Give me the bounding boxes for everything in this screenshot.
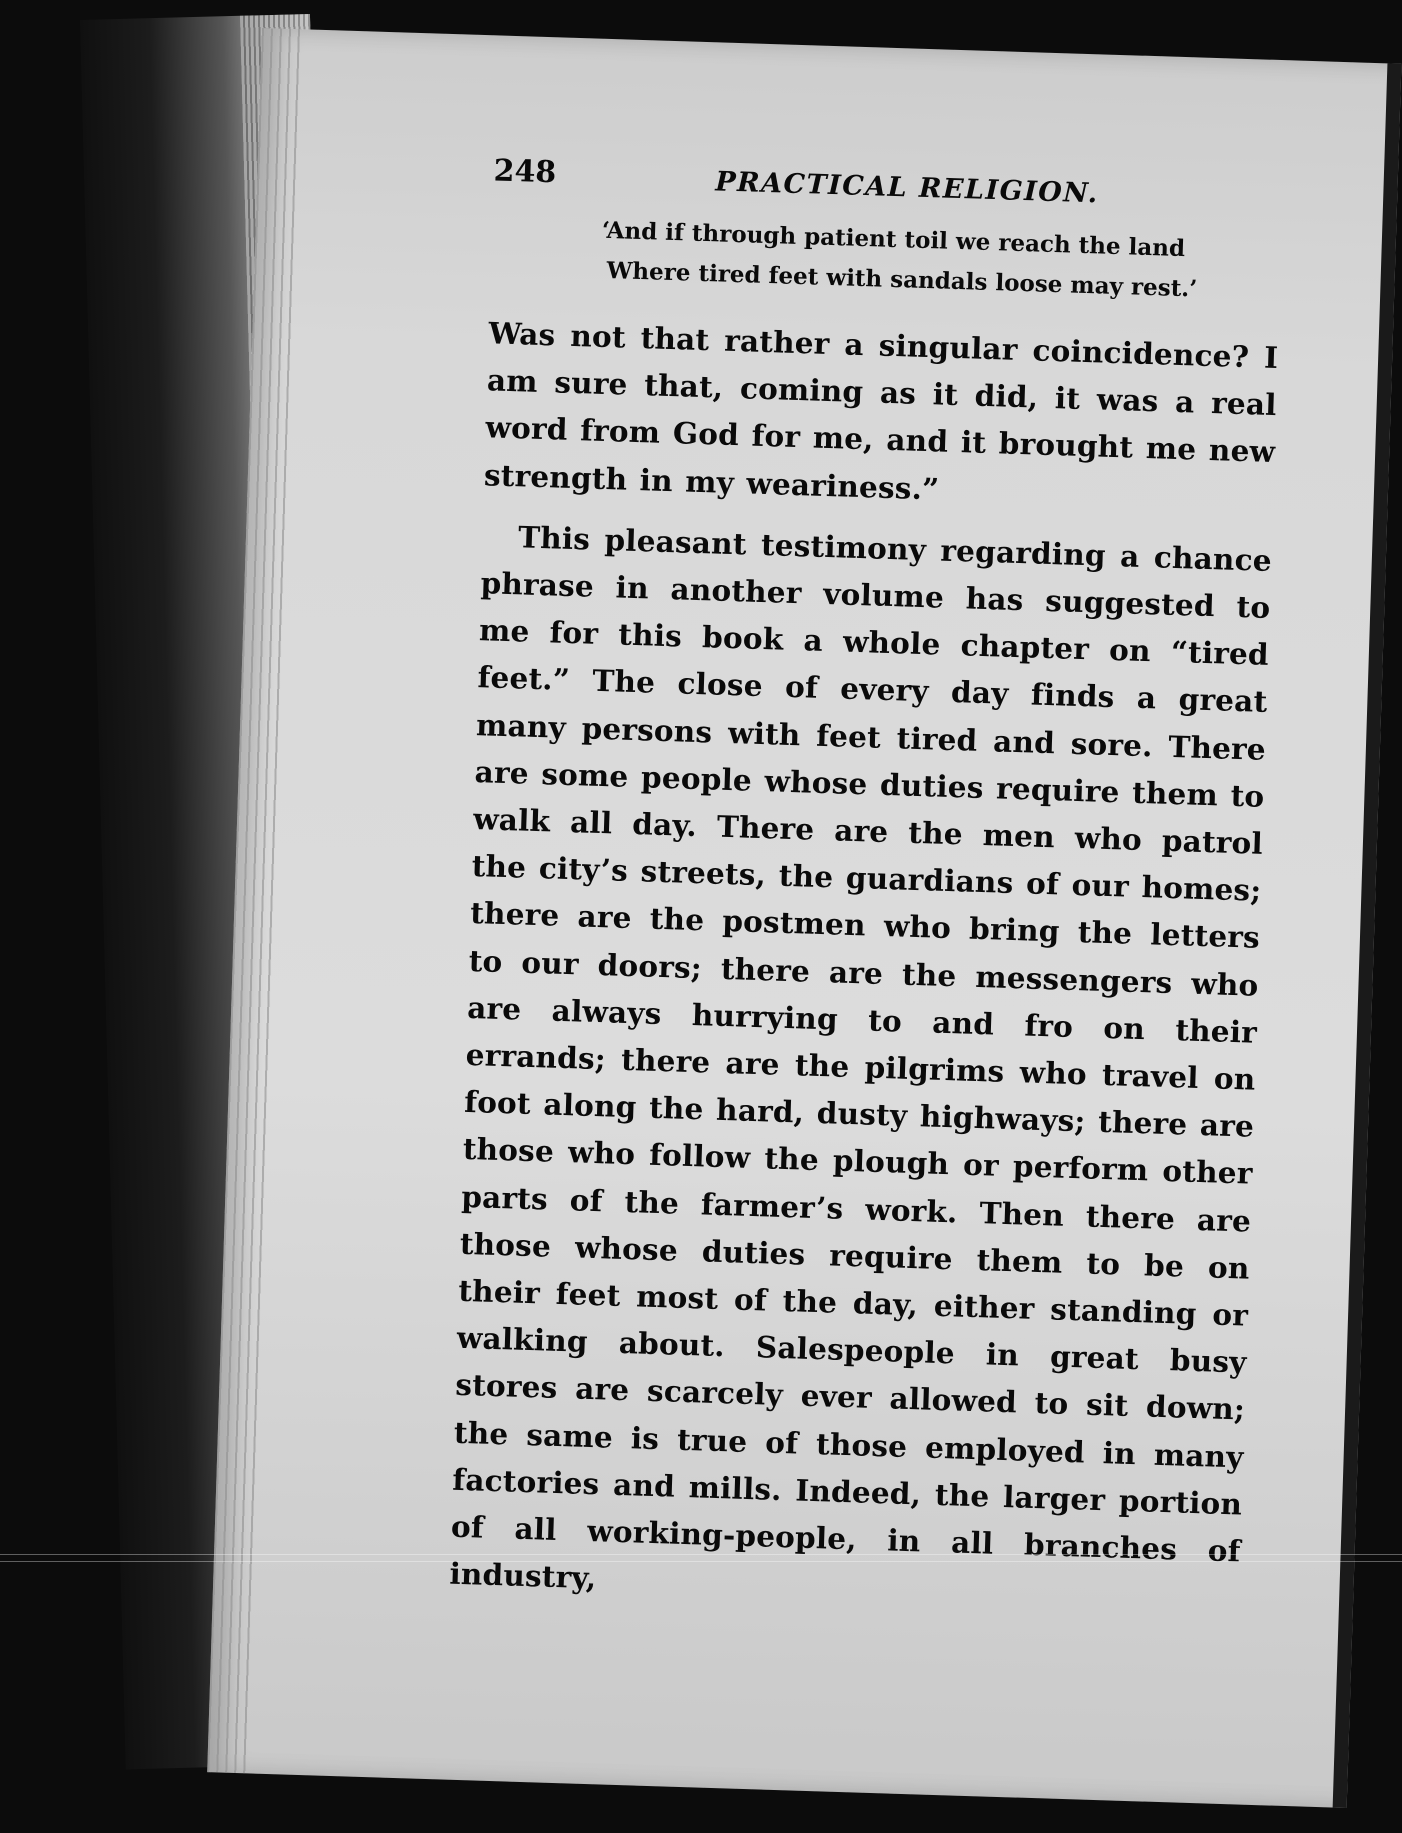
printed-page xyxy=(207,28,1401,1808)
page-content xyxy=(449,153,1284,1622)
scan-artifact-line xyxy=(0,1554,1402,1555)
verse-quotation xyxy=(600,211,1282,312)
verse-line: Where tired feet with sandals loose may rest.’ xyxy=(606,256,1198,303)
page-right-edge xyxy=(1333,63,1402,1808)
verse-line: ‘And if through patient toil we reach the land xyxy=(601,216,1186,263)
paragraph: Was not that rather a singular coincidence? I am sure that, coming as it did, it was a real word from God for me, and it brought me new strength in my weariness.” xyxy=(483,315,1279,507)
paragraph: This pleasant testimony regarding a chance phrase in another volume has suggested to me for this book a whole chapter on “tired feet.” The close of every day finds a great many persons with feet tired and sore. There are some people whose duties require them to walk all day. There are the men who patrol the city’s streets, the guardians of our homes; there are the postmen who bring the letters to our doors; there are the messengers who are always hurrying to and fro on their errands; there are the pilgrims who travel on foot along the hard, dusty highways; there are those who follow the plough or perform other parts of the farmer’s work. Then there are those whose duties require them to be on their feet most of the day, either standing or walking about. Salespeople in great busy stores are scarcely ever allowed to sit down; the same is true of those employed in many factories and mills. Indeed, the larger portion of all working-people, in all branches of industry, xyxy=(448,519,1273,1596)
running-title: PRACTICAL RELIGION. xyxy=(714,166,1100,210)
scan-artifact-line xyxy=(0,1561,1402,1562)
page-number: 248 xyxy=(493,153,557,191)
